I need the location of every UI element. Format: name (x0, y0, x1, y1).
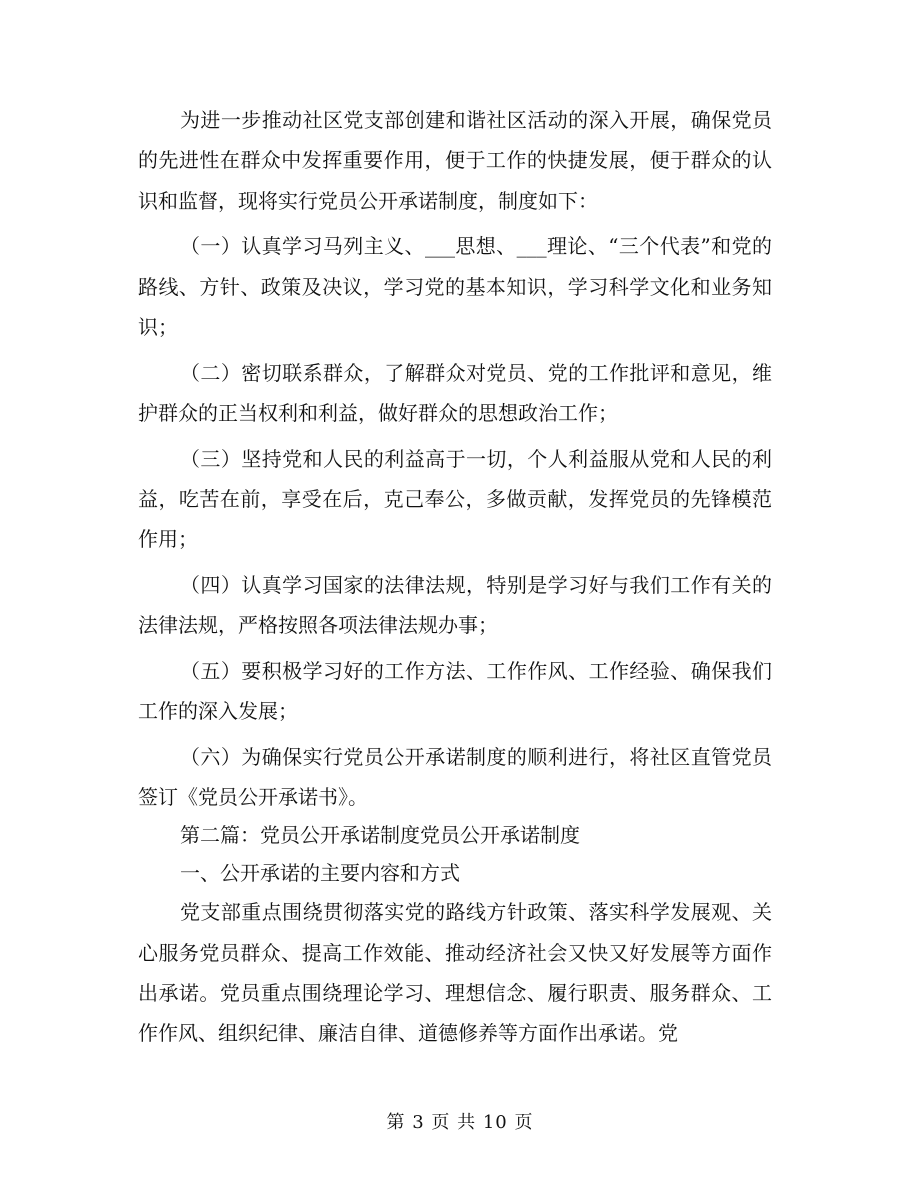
rule-item-4: （四）认真学习国家的法律法规，特别是学习好与我们工作有关的法律法规，严格按照各项法律法规办事； (138, 572, 772, 638)
intro-paragraph: 为进一步推动社区党支部创建和谐社区活动的深入开展，确保党员的先进性在群众中发挥重要作用，便于工作的快捷发展，便于群众的认识和监督，现将实行党员公开承诺制度，制度如下： (138, 108, 772, 213)
rule-item-2: （二）密切联系群众，了解群众对党员、党的工作批评和意见，维护群众的正当权利和利益，做好群众的思想政治工作； (138, 360, 772, 425)
rule-item-6: （六）为确保实行党员公开承诺制度的顺利进行，将社区直管党员签订《党员公开承诺书》。 (138, 744, 772, 810)
rule-item-5: （五）要积极学习好的工作方法、工作作风、工作经验、确保我们工作的深入发展； (138, 658, 772, 724)
document-body (138, 100, 772, 1054)
body-paragraph: 党支部重点围绕贯彻落实党的路线方针政策、落实科学发展观、关心服务党员群众、提高工作效能、推动经济社会又快又好发展等方面作出承诺。党员重点围绕理论学习、理想信念、履行职责、服务群众、工作作风、组织纪律、廉洁自律、道德修养等方面作出承诺。党 (138, 900, 772, 1046)
subsection-heading: 一、公开承诺的主要内容和方式 (180, 860, 460, 885)
section-heading: 第二篇：党员公开承诺制度党员公开承诺制度 (180, 823, 580, 848)
rule-item-1: （一）认真学习马列主义、___思想、___理论、“三个代表”和党的路线、方针、政策及决议，学习党的基本知识，学习科学文化和业务知识； (138, 234, 772, 339)
rule-item-3: （三）坚持党和人民的利益高于一切，个人利益服从党和人民的利益，吃苦在前，享受在后，克己奉公，多做贡献，发挥党员的先锋模范作用； (138, 446, 772, 552)
page-number-footer: 第 3 页 共 10 页 (386, 1112, 534, 1133)
